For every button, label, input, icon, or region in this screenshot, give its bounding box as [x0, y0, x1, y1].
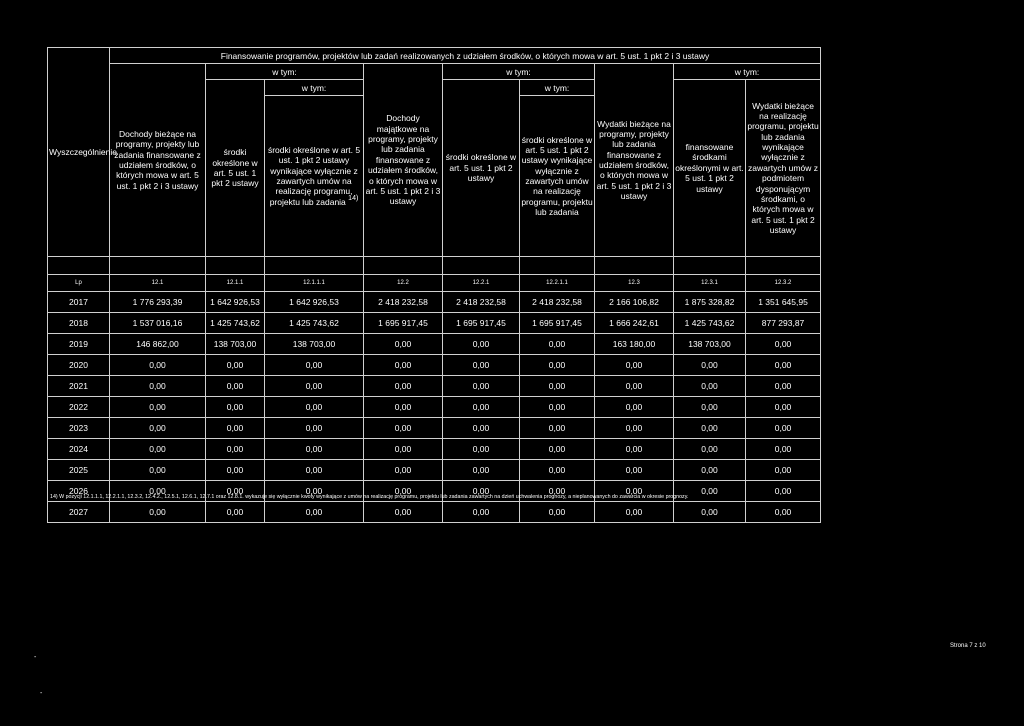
- value-cell: 0,00: [674, 376, 746, 397]
- value-cell: 0,00: [674, 418, 746, 439]
- value-cell: 0,00: [443, 334, 520, 355]
- table-row: [48, 418, 821, 439]
- value-cell: 0,00: [110, 460, 206, 481]
- value-cell: 0,00: [520, 376, 595, 397]
- value-cell: 0,00: [265, 502, 364, 523]
- value-cell: 0,00: [265, 418, 364, 439]
- header-col-12-2-1: środki określone w art. 5 ust. 1 pkt 2 ustawy: [443, 80, 520, 257]
- value-cell: 1 875 328,82: [674, 292, 746, 313]
- header-wyszczegolnienie: Wyszczególnienie: [48, 48, 110, 257]
- value-cell: 1 425 743,62: [206, 313, 265, 334]
- value-cell: 0,00: [443, 439, 520, 460]
- value-cell: 0,00: [364, 439, 443, 460]
- table-row: [48, 397, 821, 418]
- header-col-12-1-1-1: [265, 96, 364, 257]
- table-row: [48, 502, 821, 523]
- header-col-12-3-1: finansowane środkami określonymi w art. 5 ust. 1 pkt 2 ustawy: [674, 80, 746, 257]
- value-cell: 0,00: [110, 397, 206, 418]
- year-cell: 2019: [48, 334, 110, 355]
- header-w-tym-2-1: w tym:: [520, 80, 595, 96]
- value-cell: 0,00: [110, 376, 206, 397]
- value-cell: 0,00: [595, 376, 674, 397]
- value-cell: 0,00: [443, 502, 520, 523]
- value-cell: 0,00: [520, 481, 595, 502]
- page-number: Strona 7 z 10: [950, 643, 986, 649]
- value-cell: 0,00: [674, 460, 746, 481]
- value-cell: 0,00: [206, 460, 265, 481]
- lp-row: [48, 275, 821, 292]
- value-cell: 1 695 917,45: [520, 313, 595, 334]
- value-cell: 0,00: [265, 355, 364, 376]
- scan-mark: -: [34, 654, 37, 661]
- year-cell: 2025: [48, 460, 110, 481]
- value-cell: 0,00: [265, 481, 364, 502]
- value-cell: 0,00: [674, 502, 746, 523]
- header-w-tym-3: w tym:: [674, 64, 821, 80]
- table-row: [48, 376, 821, 397]
- value-cell: 0,00: [520, 439, 595, 460]
- value-cell: 0,00: [110, 481, 206, 502]
- value-cell: 1 695 917,45: [443, 313, 520, 334]
- header-col-12-1-1: środki określone w art. 5 ust. 1 pkt 2 ustawy: [206, 80, 265, 257]
- year-cell: 2017: [48, 292, 110, 313]
- value-cell: 0,00: [746, 439, 821, 460]
- table-row: [48, 460, 821, 481]
- table-row: [48, 292, 821, 313]
- value-cell: 0,00: [520, 418, 595, 439]
- lp-cell: 12.3: [595, 275, 674, 292]
- value-cell: 0,00: [520, 355, 595, 376]
- value-cell: 0,00: [265, 397, 364, 418]
- value-cell: 0,00: [265, 460, 364, 481]
- value-cell: 0,00: [364, 460, 443, 481]
- value-cell: 0,00: [746, 376, 821, 397]
- value-cell: 0,00: [595, 397, 674, 418]
- value-cell: 2 418 232,58: [364, 292, 443, 313]
- lp-cell: 12.3.2: [746, 275, 821, 292]
- value-cell: 1 776 293,39: [110, 292, 206, 313]
- value-cell: 0,00: [206, 376, 265, 397]
- value-cell: 0,00: [595, 355, 674, 376]
- value-cell: 1 425 743,62: [265, 313, 364, 334]
- value-cell: 0,00: [206, 355, 265, 376]
- value-cell: 138 703,00: [206, 334, 265, 355]
- header-col-12-1-1-1-text: środki określone w art. 5 ust. 1 pkt 2 ustawy wynikające wyłącznie z zawartych umów na realizację programu, projektu lub zadania: [267, 144, 361, 207]
- value-cell: 138 703,00: [674, 334, 746, 355]
- value-cell: 0,00: [674, 439, 746, 460]
- value-cell: 0,00: [206, 439, 265, 460]
- value-cell: 0,00: [746, 502, 821, 523]
- value-cell: 0,00: [265, 376, 364, 397]
- value-cell: 0,00: [595, 502, 674, 523]
- header-col-12-1: Dochody bieżące na programy, projekty lub zadania finansowane z udziałem środków, o których mowa w art. 5 ust. 1 pkt 2 i 3 ustawy: [110, 64, 206, 257]
- value-cell: 1 351 645,95: [746, 292, 821, 313]
- value-cell: 0,00: [206, 397, 265, 418]
- value-cell: 0,00: [443, 460, 520, 481]
- value-cell: 0,00: [674, 355, 746, 376]
- header-col-12-3-2: Wydatki bieżące na realizację programu, projektu lub zadania wynikające wyłącznie z zawartych umów z podmiotem dysponującym środkami, o których mowa w art. 5 ust. 1 pkt 2 ustawy: [746, 80, 821, 257]
- value-cell: 0,00: [520, 334, 595, 355]
- value-cell: 0,00: [746, 397, 821, 418]
- footnote-14: 14) W pozycji 12.1.1.1, 12.2.1.1, 12.3.2, 12.4.2., 12.5.1, 12.6.1, 12.7.1 oraz 12.8.1. wykazuje się wyłącznie kwoty wynikające z umów na realizację programu, projektu lub zadania zawartych na dzień uchwalenia prognozy, a nieplanowanych do zawarcia w okresie prognozy.: [50, 494, 689, 500]
- value-cell: 0,00: [364, 355, 443, 376]
- value-cell: 0,00: [520, 397, 595, 418]
- header-col-12-2: Dochody majątkowe na programy, projekty lub zadania finansowane z udziałem środków, o których mowa w art. 5 ust. 1 pkt 2 i 3 ustawy: [364, 64, 443, 257]
- header-w-tym-2: w tym:: [443, 64, 595, 80]
- value-cell: 0,00: [110, 418, 206, 439]
- value-cell: 1 642 926,53: [206, 292, 265, 313]
- year-cell: 2018: [48, 313, 110, 334]
- value-cell: 0,00: [110, 502, 206, 523]
- value-cell: 0,00: [746, 481, 821, 502]
- value-cell: 1 642 926,53: [265, 292, 364, 313]
- value-cell: 1 666 242,61: [595, 313, 674, 334]
- value-cell: 0,00: [443, 376, 520, 397]
- value-cell: 0,00: [595, 418, 674, 439]
- value-cell: 1 537 016,16: [110, 313, 206, 334]
- value-cell: 1 425 743,62: [674, 313, 746, 334]
- header-col-12-3: Wydatki bieżące na programy, projekty lub zadania finansowane z udziałem środków, o których mowa w art. 5 ust. 1 pkt 2 i 3 ustawy: [595, 64, 674, 257]
- value-cell: 0,00: [364, 502, 443, 523]
- value-cell: 0,00: [364, 334, 443, 355]
- value-cell: 0,00: [364, 481, 443, 502]
- value-cell: 138 703,00: [265, 334, 364, 355]
- lp-cell: 12.2.1: [443, 275, 520, 292]
- lp-cell: 12.1.1: [206, 275, 265, 292]
- table-row: [48, 439, 821, 460]
- header-w-tym-1: w tym:: [206, 64, 364, 80]
- year-cell: 2026: [48, 481, 110, 502]
- scan-mark: -: [40, 690, 43, 697]
- table-row: [48, 355, 821, 376]
- year-cell: 2027: [48, 502, 110, 523]
- financing-table: [47, 47, 821, 523]
- value-cell: 0,00: [364, 397, 443, 418]
- value-cell: 0,00: [443, 355, 520, 376]
- value-cell: 0,00: [674, 397, 746, 418]
- year-cell: 2021: [48, 376, 110, 397]
- value-cell: 0,00: [746, 334, 821, 355]
- value-cell: 146 862,00: [110, 334, 206, 355]
- value-cell: 877 293,87: [746, 313, 821, 334]
- value-cell: 1 695 917,45: [364, 313, 443, 334]
- value-cell: 0,00: [443, 418, 520, 439]
- table-row: [48, 313, 821, 334]
- header-title: Finansowanie programów, projektów lub zadań realizowanych z udziałem środków, o których mowa w art. 5 ust. 1 pkt 2 i 3 ustawy: [110, 48, 821, 64]
- year-cell: 2020: [48, 355, 110, 376]
- value-cell: 0,00: [364, 376, 443, 397]
- value-cell: 0,00: [674, 481, 746, 502]
- value-cell: 0,00: [746, 460, 821, 481]
- lp-cell: 12.2: [364, 275, 443, 292]
- lp-cell: 12.1: [110, 275, 206, 292]
- value-cell: 0,00: [110, 355, 206, 376]
- value-cell: 0,00: [595, 481, 674, 502]
- value-cell: 0,00: [443, 481, 520, 502]
- value-cell: 0,00: [206, 418, 265, 439]
- table-row: [48, 334, 821, 355]
- year-cell: 2022: [48, 397, 110, 418]
- value-cell: 163 180,00: [595, 334, 674, 355]
- value-cell: 0,00: [746, 355, 821, 376]
- year-cell: 2024: [48, 439, 110, 460]
- value-cell: 0,00: [110, 439, 206, 460]
- lp-cell: Lp: [48, 275, 110, 292]
- value-cell: 0,00: [265, 439, 364, 460]
- header-w-tym-1-1: w tym:: [265, 80, 364, 96]
- value-cell: 0,00: [364, 418, 443, 439]
- header-col-12-2-1-1: środki określone w art. 5 ust. 1 pkt 2 ustawy wynikające wyłącznie z zawartych umów na realizację programu, projektu lub zadania: [520, 96, 595, 257]
- value-cell: 0,00: [206, 481, 265, 502]
- lp-cell: 12.1.1.1: [265, 275, 364, 292]
- spacer-row: [48, 257, 821, 275]
- value-cell: 0,00: [443, 397, 520, 418]
- lp-cell: 12.2.1.1: [520, 275, 595, 292]
- value-cell: 0,00: [520, 502, 595, 523]
- value-cell: 2 418 232,58: [443, 292, 520, 313]
- lp-cell: 12.3.1: [674, 275, 746, 292]
- value-cell: 0,00: [595, 460, 674, 481]
- value-cell: 2 418 232,58: [520, 292, 595, 313]
- value-cell: 2 166 106,82: [595, 292, 674, 313]
- footnote-ref: 14): [348, 194, 359, 202]
- year-cell: 2023: [48, 418, 110, 439]
- value-cell: 0,00: [746, 418, 821, 439]
- value-cell: 0,00: [206, 502, 265, 523]
- value-cell: 0,00: [520, 460, 595, 481]
- value-cell: 0,00: [595, 439, 674, 460]
